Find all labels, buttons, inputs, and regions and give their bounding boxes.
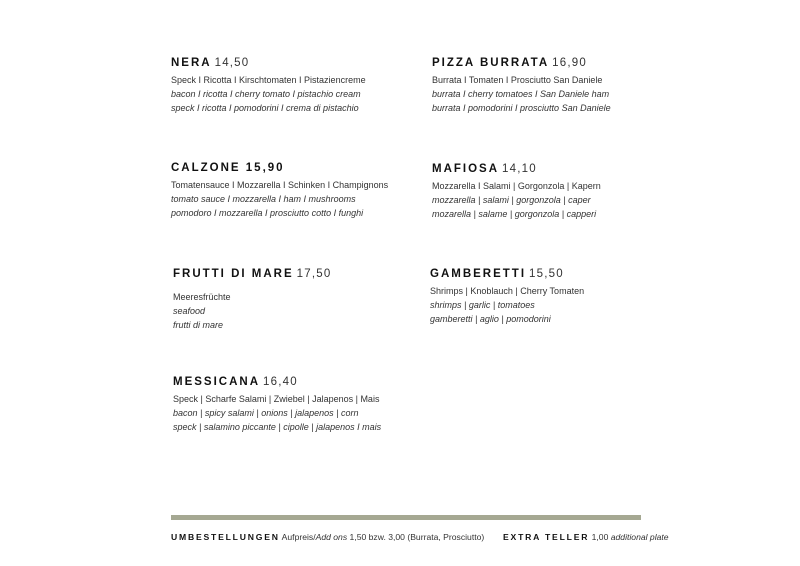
extra-teller-label: EXTRA TELLER: [503, 532, 590, 542]
item-name: FRUTTI DI MARE: [173, 268, 294, 280]
menu-item-messicana: [173, 375, 423, 435]
menu-item-nera: [171, 56, 421, 116]
item-ingredients-de: Shrimps | Knoblauch | Cherry Tomaten: [430, 286, 585, 296]
extra-teller-value: 1,00: [591, 532, 609, 542]
item-name: NERA: [171, 57, 212, 69]
menu-item-frutti-di-mare: [173, 267, 423, 333]
item-ingredients-it: pomodoro I mozzarella I prosciutto cotto I funghi: [171, 208, 364, 219]
item-price: 17,50: [296, 268, 332, 280]
item-ingredients-it: mozarella | salame | gorgonzola | capperi: [432, 209, 597, 220]
item-ingredients-de: Mozzarella I Salami | Gorgonzola | Kapern: [432, 181, 601, 191]
footer-notes: [171, 531, 781, 543]
item-price: 15,50: [529, 268, 564, 280]
item-ingredients-en: seafood: [173, 306, 206, 317]
item-ingredients-en: bacon | spicy salami | onions | jalapenos | corn: [173, 408, 359, 419]
item-name: PIZZA BURRATA: [432, 57, 550, 69]
item-ingredients-de: Meeresfrüchte: [173, 292, 231, 302]
item-ingredients-en: mozzarella | salami | gorgonzola | caper: [432, 195, 591, 206]
item-ingredients-de: Speck | Scharfe Salami | Zwiebel | Jalapenos | Mais: [173, 394, 380, 404]
item-ingredients-de: Burrata I Tomaten I Prosciutto San Daniele: [432, 75, 603, 85]
umbestellungen-label: UMBESTELLUNGEN: [171, 532, 280, 542]
item-ingredients-de: Tomatensauce I Mozzarella I Schinken I Champignons: [171, 180, 389, 190]
item-ingredients-it: gamberetti | aglio | pomodorini: [430, 314, 551, 325]
menu-item-calzone: [171, 161, 421, 221]
menu-item-gamberetti: [430, 267, 680, 327]
item-price: 16,40: [263, 376, 298, 388]
menu-item-pizza-burrata: [432, 56, 682, 116]
umbestellungen-surcharge: Aufpreis/: [281, 532, 316, 542]
item-ingredients-it: speck | salamino piccante | cipolle | jalapenos I mais: [173, 422, 382, 433]
item-price: 16,90: [552, 57, 587, 69]
item-name: MESSICANA: [173, 376, 261, 388]
item-ingredients-it: speck I ricotta I pomodorini I crema di pistachio: [171, 103, 359, 114]
item-price: 14,50: [214, 57, 250, 69]
item-name: CALZONE 15,90: [171, 162, 285, 174]
item-ingredients-en: burrata I cherry tomatoes I San Daniele ham: [432, 89, 610, 100]
umbestellungen-value: 1,50 bzw. 3,00 (Burrata, Prosciutto): [349, 532, 485, 542]
umbestellungen-addons: Add ons: [315, 532, 348, 542]
item-name: MAFIOSA: [432, 163, 500, 175]
menu-item-mafiosa: [432, 162, 682, 222]
item-ingredients-it: burrata I pomodorini I prosciutto San Daniele: [432, 103, 611, 114]
item-ingredients-en: bacon I ricotta I cherry tomato I pistachio cream: [171, 89, 361, 100]
item-ingredients-de: Speck I Ricotta I Kirschtomaten I Pistaziencreme: [171, 75, 366, 85]
divider-bar: [171, 515, 641, 520]
item-name: GAMBERETTI: [430, 268, 527, 280]
item-price: 14,10: [502, 163, 537, 175]
item-ingredients-it: frutti di mare: [173, 320, 224, 331]
item-ingredients-en: tomato sauce I mozzarella I ham I mushrooms: [171, 194, 356, 205]
item-ingredients-en: shrimps | garlic | tomatoes: [430, 300, 535, 311]
extra-teller-en: additional plate: [610, 532, 669, 542]
